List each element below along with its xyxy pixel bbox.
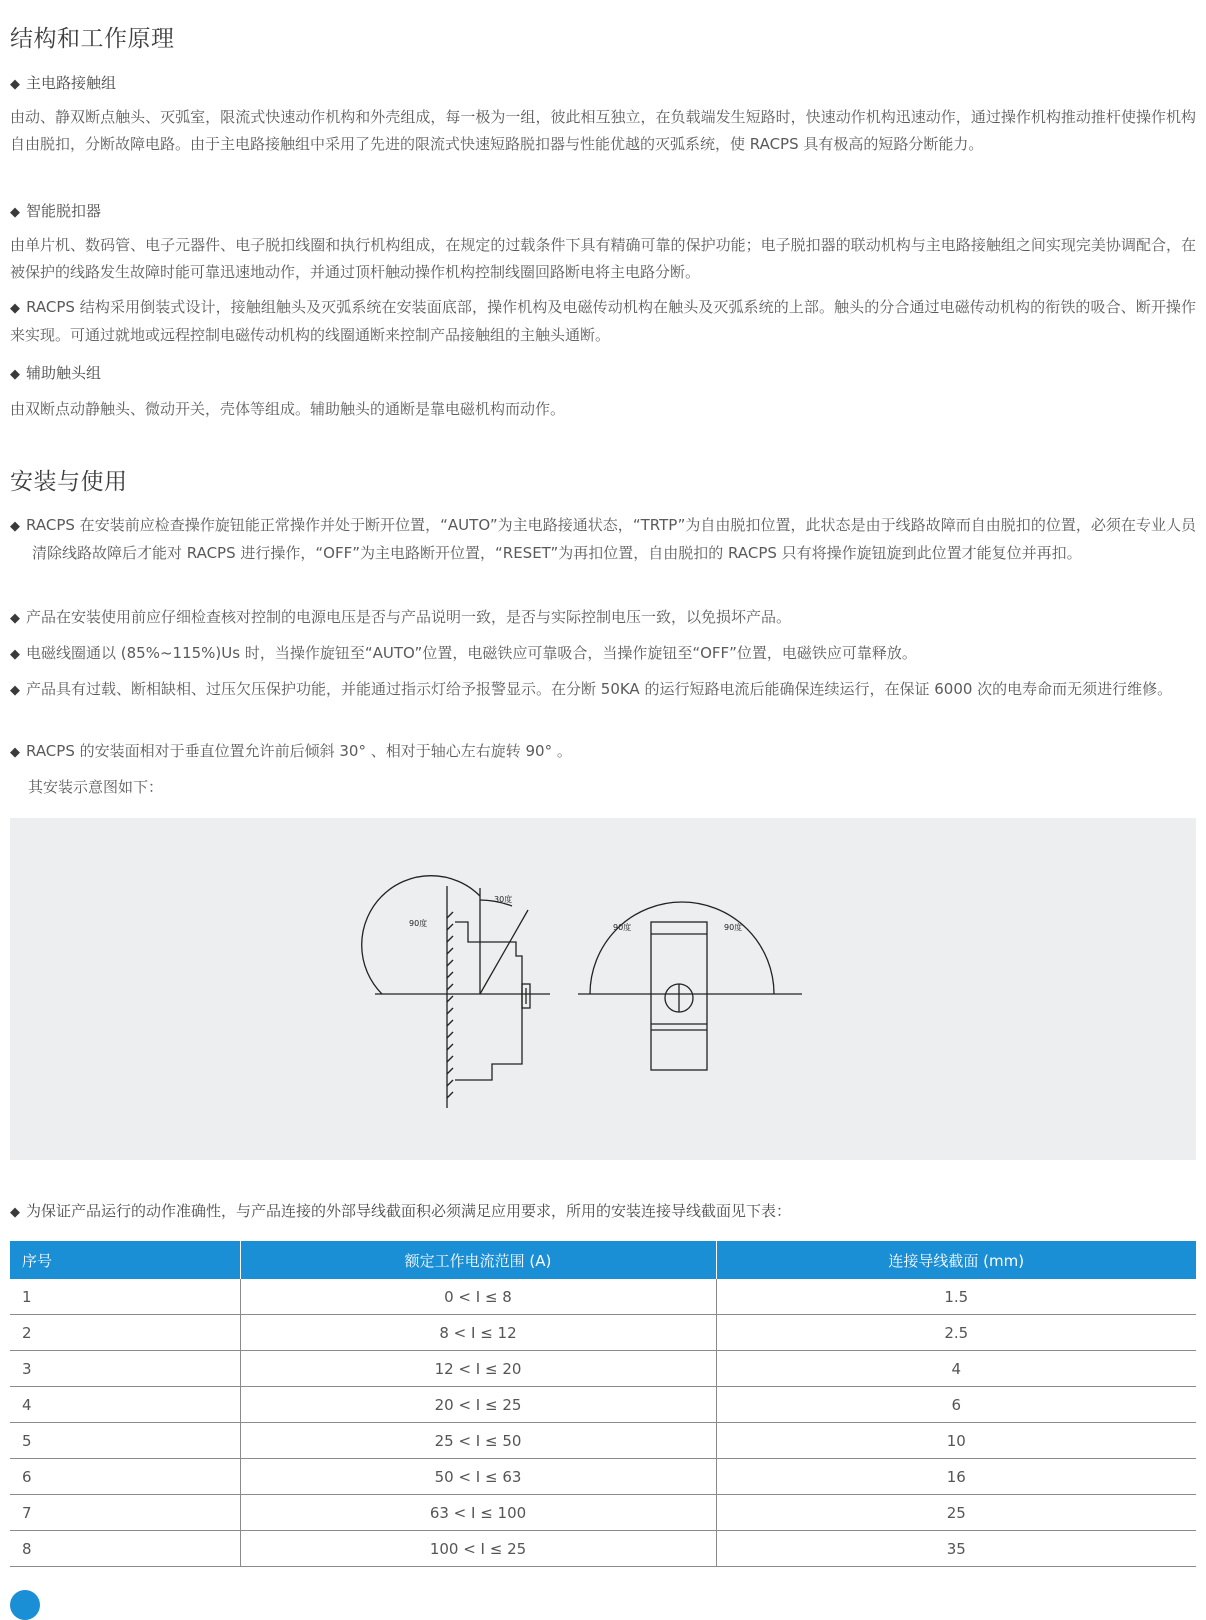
cell-current: 100 < I ≤ 25	[240, 1531, 716, 1567]
install-bullet-4	[10, 676, 1196, 704]
table-note	[10, 1200, 791, 1221]
table-row	[10, 1387, 1196, 1423]
cell-index: 2	[10, 1315, 240, 1351]
installation-diagram-svg	[10, 818, 1196, 1160]
paragraph-racps-structure	[10, 294, 1196, 349]
bullet-text: 电磁线圈通以 (85%~115%)Us 时，当操作旋钮至“AUTO”位置，电磁铁应可靠吸合，当操作旋钮至“OFF”位置，电磁铁应可靠释放。	[26, 644, 917, 662]
diamond-bullet-icon: ◆	[10, 301, 21, 316]
left-90-arc	[362, 876, 480, 994]
cell-index: 1	[10, 1279, 240, 1315]
cell-current: 20 < I ≤ 25	[240, 1387, 716, 1423]
cell-index: 3	[10, 1351, 240, 1387]
bullet-heading-main-contact	[10, 72, 1196, 93]
cell-index: 4	[10, 1387, 240, 1423]
paragraph-smart-trip: 由单片机、数码管、电子元器件、电子脱扣线圈和执行机构组成，在规定的过载条件下具有精确可靠的保护功能；电子脱扣器的联动机构与主电路接触组之间实现完美协调配合，在被保护的线路发生故障时能可靠迅速地动作，并通过顶杆触动操作机构控制线圈回路断电将主电路分断。	[10, 236, 1196, 281]
right-90-arc	[590, 902, 774, 994]
cell-section: 1.5	[716, 1279, 1196, 1315]
bullet-text: RACPS 在安装前应检查操作旋钮能正常操作并处于断开位置，“AUTO”为主电路接通状态，“TRTP”为自由脱扣位置，此状态是由于线路故障而自由脱扣的位置，必须在专业人员清除线路故障后才能对 RACPS 进行操作，“OFF”为主电路断开位置，“RESET”为再扣位置，自由脱扣的 RACPS 只有将操作旋钮旋到此位置才能复位并再扣。	[26, 516, 1197, 562]
diamond-bullet-icon: ◆	[10, 367, 20, 382]
bullet-heading-smart-trip	[10, 200, 1196, 221]
table-row	[10, 1315, 1196, 1351]
bullet-heading-aux-contact	[10, 362, 1196, 383]
right-90-label-left: 90度	[613, 923, 632, 932]
table-row	[10, 1279, 1196, 1315]
table-row	[10, 1351, 1196, 1387]
cell-current: 12 < I ≤ 20	[240, 1351, 716, 1387]
install-bullet-3	[10, 640, 1196, 668]
diamond-bullet-icon: ◆	[10, 745, 20, 760]
diamond-bullet-icon: ◆	[10, 683, 20, 698]
note-text: 为保证产品运行的动作准确性，与产品连接的外部导线截面积必须满足应用要求，所用的安装连接导线截面见下表：	[26, 1202, 792, 1220]
footer-logo-icon	[10, 1590, 40, 1620]
paragraph-aux-contact: 由双断点动静触头、微动开关，壳体等组成。辅助触头的通断是靠电磁机构而动作。	[10, 400, 566, 418]
table-row	[10, 1459, 1196, 1495]
diamond-bullet-icon: ◆	[10, 205, 20, 220]
cell-section: 25	[716, 1495, 1196, 1531]
cell-index: 8	[10, 1531, 240, 1567]
diamond-bullet-icon: ◆	[10, 1205, 20, 1220]
table-row	[10, 1531, 1196, 1567]
cell-current: 0 < I ≤ 8	[240, 1279, 716, 1315]
cell-section: 4	[716, 1351, 1196, 1387]
cell-section: 35	[716, 1531, 1196, 1567]
wire-section-table	[10, 1241, 1196, 1567]
right-90-label-right: 90度	[724, 923, 743, 932]
bullet-text: 产品具有过载、断相缺相、过压欠压保护功能，并能通过指示灯给予报警显示。在分断 50KA 的运行短路电流后能确保连续运行，在保证 6000 次的电寿命而无须进行维修。	[26, 680, 1173, 698]
diamond-bullet-icon: ◆	[10, 77, 20, 92]
paragraph-main-contact: 由动、静双断点触头、灭弧室，限流式快速动作机构和外壳组成，每一极为一组，彼此相互独立，在负载端发生短路时，快速动作机构迅速动作，通过操作机构推动推杆使操作机构自由脱扣，分断故障电路。由于主电路接触组中采用了先进的限流式快速短路脱扣器与性能优越的灭弧系统，使 RACPS 具有极高的短路分断能力。	[10, 108, 1196, 153]
installation-diagram	[10, 818, 1196, 1160]
cell-section: 6	[716, 1387, 1196, 1423]
cell-current: 25 < I ≤ 50	[240, 1423, 716, 1459]
paragraph-text: RACPS 结构采用倒装式设计，接触组触头及灭弧系统在安装面底部，操作机构及电磁传动机构在触头及灭弧系统的上部。触头的分合通过电磁传动机构的衔铁的吸合、断开操作来实现。可通过就地或远程控制电磁传动机构的线圈通断来控制产品接触组的主触头通断。	[10, 298, 1196, 344]
cell-section: 2.5	[716, 1315, 1196, 1351]
heading-text: 智能脱扣器	[26, 202, 102, 220]
left-90-label: 90度	[409, 919, 428, 928]
section-title-structure: 结构和工作原理	[10, 26, 175, 52]
cell-index: 7	[10, 1495, 240, 1531]
install-bullet-5	[10, 738, 1196, 766]
cell-index: 5	[10, 1423, 240, 1459]
table-row	[10, 1495, 1196, 1531]
table-row	[10, 1423, 1196, 1459]
diamond-bullet-icon: ◆	[10, 611, 20, 626]
header-wire-section: 连接导线截面 (mm)	[716, 1241, 1196, 1279]
header-index: 序号	[10, 1241, 240, 1279]
diamond-bullet-icon: ◆	[10, 647, 20, 662]
bullet-text: RACPS 的安装面相对于垂直位置允许前后倾斜 30° 、相对于轴心左右旋转 90° 。	[26, 742, 572, 760]
diamond-bullet-icon: ◆	[10, 519, 21, 534]
cell-section: 16	[716, 1459, 1196, 1495]
diagram-intro: 其安装示意图如下：	[28, 778, 164, 796]
bullet-text: 产品在安装使用前应仔细检查核对控制的电源电压是否与产品说明一致，是否与实际控制电压一致，以免损坏产品。	[26, 608, 792, 626]
cell-section: 10	[716, 1423, 1196, 1459]
left-30-label: 30度	[494, 895, 513, 904]
cell-index: 6	[10, 1459, 240, 1495]
section-title-installation: 安装与使用	[10, 469, 128, 495]
tilt-30-line	[480, 910, 528, 994]
install-bullet-2	[10, 604, 1196, 632]
header-current-range: 额定工作电流范围 (A)	[240, 1241, 716, 1279]
heading-text: 辅助触头组	[26, 364, 102, 382]
cell-current: 63 < I ≤ 100	[240, 1495, 716, 1531]
install-bullet-1	[10, 512, 1196, 567]
wall-hatching	[447, 912, 453, 1098]
table-header-row	[10, 1241, 1196, 1279]
cell-current: 50 < I ≤ 63	[240, 1459, 716, 1495]
heading-text: 主电路接触组	[26, 74, 117, 92]
cell-current: 8 < I ≤ 12	[240, 1315, 716, 1351]
device-side-profile	[455, 922, 522, 1080]
